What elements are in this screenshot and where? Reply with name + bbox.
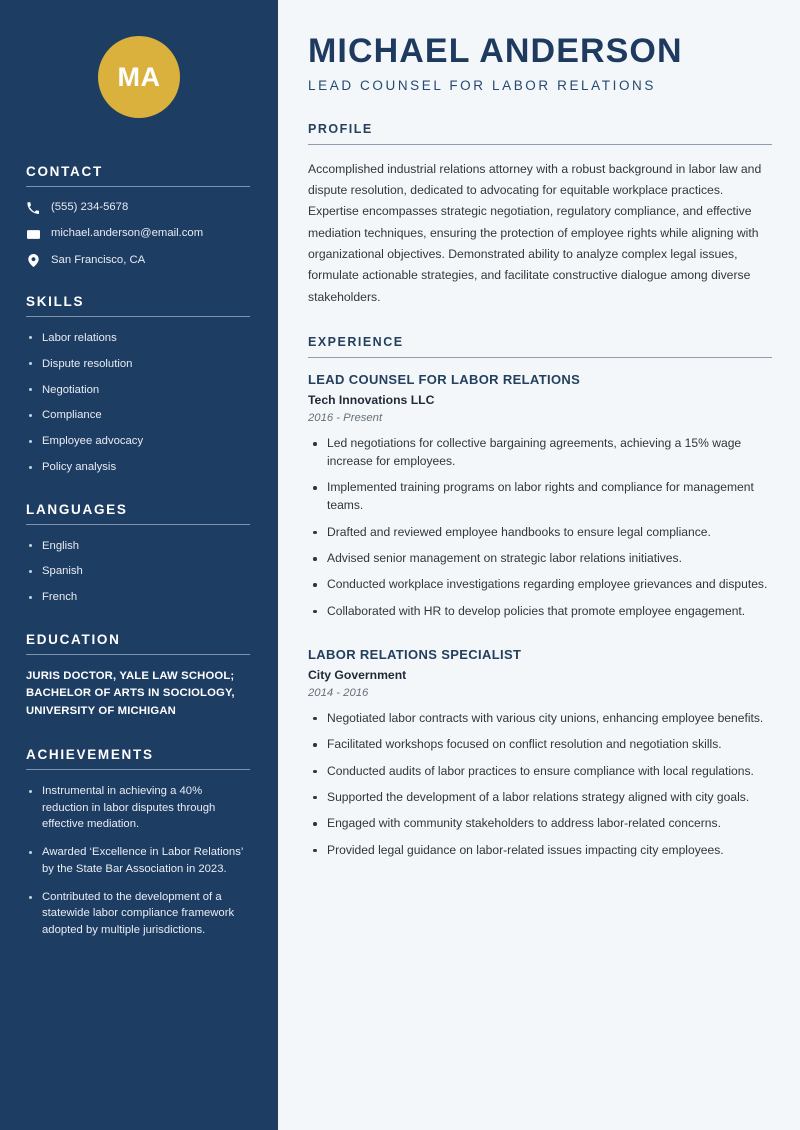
- list-item: French: [26, 589, 250, 605]
- list-item: Negotiation: [26, 382, 250, 398]
- sidebar-section-skills: [26, 294, 250, 476]
- avatar-container: [0, 0, 278, 164]
- job-role: LABOR RELATIONS SPECIALIST: [308, 646, 522, 662]
- job-bullet-list: [308, 710, 772, 860]
- achievements-heading: ACHIEVEMENTS: [26, 747, 154, 763]
- list-item: Provided legal guidance on labor-related issues impacting city employees.: [308, 842, 772, 860]
- experience-entry: [308, 372, 772, 621]
- job-dates: 2014 - 2016: [308, 686, 369, 699]
- job-company: Tech Innovations LLC: [308, 393, 435, 408]
- list-item: Supported the development of a labor relations strategy aligned with city goals.: [308, 789, 772, 807]
- contact-phone-value: (555) 234-5678: [51, 201, 129, 213]
- skills-divider: [26, 316, 250, 317]
- education-heading: EDUCATION: [26, 631, 121, 647]
- list-item: Dispute resolution: [26, 356, 250, 372]
- profile-text: Accomplished industrial relations attorney with a robust background in labor law and dispute resolution, dedicated to advocating for equitable workplace practices. Expertise encompasses strategic negotiation, regulatory compliance, and effective mediation techniques, ensuring the protection of employee rights while aligning with organizational objectives. Demonstrated ability to analyze complex legal issues, formulate actionable strategies, and facilitate constructive dialogue among diverse stakeholders.: [308, 161, 762, 304]
- list-item: Facilitated workshops focused on conflict resolution and negotiation skills.: [308, 736, 772, 754]
- contact-location-value: San Francisco, CA: [51, 253, 146, 266]
- skills-heading: SKILLS: [26, 293, 85, 309]
- list-item: Policy analysis: [26, 459, 250, 475]
- languages-divider: [26, 524, 250, 525]
- avatar: MA: [98, 36, 180, 118]
- list-item: Led negotiations for collective bargaining agreements, achieving a 15% wage increase for employees.: [308, 435, 772, 471]
- education-divider: [26, 654, 250, 655]
- languages-list: [26, 538, 250, 606]
- list-item: English: [26, 538, 250, 554]
- list-item: Instrumental in achieving a 40% reduction in labor disputes through effective mediation.: [26, 783, 250, 832]
- contact-email-value: michael.anderson@email.com: [51, 227, 204, 240]
- location-pin-icon: [26, 254, 40, 268]
- sidebar: [0, 0, 278, 1130]
- list-item: Awarded ‘Excellence in Labor Relations’ by the State Bar Association in 2023.: [26, 844, 250, 877]
- achievements-divider: [26, 769, 250, 770]
- sidebar-section-contact: [26, 164, 250, 268]
- job-company: City Government: [308, 667, 407, 682]
- section-experience: [308, 335, 772, 859]
- contact-item-phone[interactable]: [26, 200, 250, 215]
- page-title: MICHAEL ANDERSON: [308, 32, 683, 70]
- list-item: Drafted and reviewed employee handbooks to ensure legal compliance.: [308, 524, 772, 542]
- sidebar-section-education: [26, 632, 250, 722]
- skills-list: [26, 330, 250, 476]
- profile-heading: PROFILE: [308, 121, 373, 136]
- experience-entry: [308, 647, 772, 860]
- languages-heading: LANGUAGES: [26, 501, 128, 517]
- list-item: Spanish: [26, 563, 250, 579]
- main-content: [278, 0, 800, 1130]
- list-item: Compliance: [26, 407, 250, 423]
- list-item: Engaged with community stakeholders to address labor-related concerns.: [308, 815, 772, 833]
- education-text: JURIS DOCTOR, YALE LAW SCHOOL; BACHELOR OF ARTS IN SOCIOLOGY, UNIVERSITY OF MICHIGAN: [26, 669, 235, 718]
- job-dates: 2016 - Present: [308, 412, 383, 425]
- contact-item-location[interactable]: [26, 253, 250, 268]
- profile-divider: [308, 144, 772, 145]
- list-item: Contributed to the development of a statewide labor compliance framework adopted by multiple jurisdictions.: [26, 889, 250, 938]
- contact-list: [26, 200, 250, 268]
- list-item: Conducted workplace investigations regarding employee grievances and disputes.: [308, 576, 772, 594]
- phone-icon: [26, 201, 40, 215]
- contact-heading: CONTACT: [26, 164, 103, 179]
- job-role: LEAD COUNSEL FOR LABOR RELATIONS: [308, 372, 581, 388]
- experience-spacer: [308, 639, 772, 647]
- experience-heading: EXPERIENCE: [308, 335, 404, 350]
- achievements-list: [26, 783, 250, 938]
- contact-item-email[interactable]: [26, 226, 250, 241]
- list-item: Negotiated labor contracts with various city unions, enhancing employee benefits.: [308, 710, 772, 728]
- section-profile: [308, 122, 772, 308]
- contact-divider: [26, 186, 250, 187]
- sidebar-section-languages: [26, 502, 250, 606]
- headline-job-title: LEAD COUNSEL FOR LABOR RELATIONS: [308, 77, 657, 93]
- sidebar-section-achievements: [26, 747, 250, 938]
- list-item: Conducted audits of labor practices to ensure compliance with local regulations.: [308, 763, 772, 781]
- list-item: Employee advocacy: [26, 433, 250, 449]
- list-item: Labor relations: [26, 330, 250, 346]
- job-bullet-list: [308, 435, 772, 621]
- list-item: Advised senior management on strategic labor relations initiatives.: [308, 550, 772, 568]
- list-item: Collaborated with HR to develop policies that promote employee engagement.: [308, 603, 772, 621]
- list-item: Implemented training programs on labor rights and compliance for management teams.: [308, 479, 772, 515]
- email-icon: [26, 227, 40, 241]
- experience-divider: [308, 357, 772, 358]
